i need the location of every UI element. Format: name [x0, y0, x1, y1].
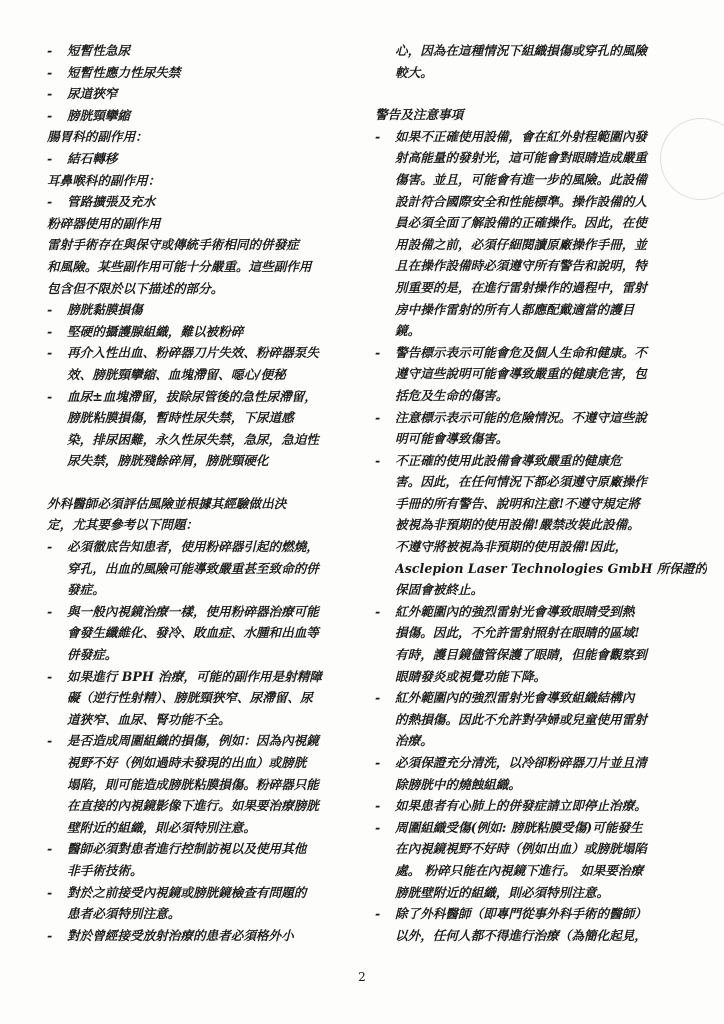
text-line: 膀胱粘膜損傷，暫時性尿失禁，下尿道感 [67, 410, 294, 426]
bullet-dash: - [47, 539, 53, 555]
text-line: 膀胱壁附近的組織，則必須特別注意。 [395, 884, 610, 900]
item-text [67, 925, 353, 947]
bullet-dash: - [47, 841, 53, 857]
bullet-dash: - [375, 690, 381, 706]
item-text [67, 386, 353, 472]
text-line: 且在操作設備時必須遵守所有警告和說明，特 [395, 258, 647, 274]
text-line: 定，尤其要參考以下問題： [47, 517, 199, 533]
item-text [67, 536, 353, 601]
text-line: 非手術技術。 [67, 862, 143, 878]
text-line: 併發症。 [67, 647, 118, 663]
bullet-dash: - [375, 128, 381, 144]
item-text [395, 903, 680, 946]
text-line: 鏡。 [395, 323, 421, 339]
text-line: 會發生纖維化、發冷、敗血症、水腫和出血等 [67, 625, 319, 641]
text-line: 發症。 [67, 582, 105, 598]
list-item [47, 148, 353, 170]
list-item [375, 601, 680, 687]
text-line: 與一般內視鏡治療一樣，使用粉碎器治療可能 [67, 603, 319, 619]
text-line: Asclepion Laser Technologies GmbH 所保證的 [395, 560, 708, 576]
text-line: 血尿±血塊滯留，拔除尿管後的急性尿滯留， [67, 388, 317, 404]
list-item [47, 170, 353, 192]
item-text [67, 62, 353, 84]
page-number: 2 [358, 970, 366, 984]
item-text [395, 817, 680, 903]
text-line: 射高能量的發射光，這可能會對眼睛造成嚴重 [395, 150, 647, 166]
text-line: 患者必須特別注意。 [67, 906, 181, 922]
list-item [47, 299, 353, 321]
item-text [67, 40, 353, 62]
text-line: 設計符合國際安全和性能標準。操作設備的人 [395, 193, 647, 209]
text-line: 效、膀胱頸攣縮、血塊滯留、噁心/便秘 [67, 366, 286, 382]
list-item [47, 925, 353, 947]
text-line: 員必須全面了解設備的正確操作。因此，在使 [395, 215, 647, 231]
list-item [375, 450, 708, 601]
text-line: 尿失禁，膀胱殘餘碎屑，膀胱頸硬化 [67, 453, 269, 469]
item-text [67, 601, 353, 666]
text-line: 的熱損傷。因此不允許對孕婦或兒童使用雷射 [395, 711, 647, 727]
text-line: 以外，任何人都不得進行治療（為簡化起見， [395, 927, 647, 943]
item-text [67, 321, 353, 343]
text-line: 短暫性應力性尿失禁 [67, 64, 181, 80]
item-text [67, 105, 353, 127]
text-line: 不遵守將被視為非預期的使用設備!因此， [395, 539, 628, 555]
bullet-dash: - [375, 755, 381, 770]
left-column [47, 40, 353, 946]
bullet-dash: - [375, 906, 381, 922]
list-item [47, 234, 353, 299]
list-item [375, 407, 680, 450]
text-line: 必須保證充分清洗，以冷卻粉碎器刀片並且清 [395, 755, 647, 770]
text-line: 不正確的使用此設備會導致嚴重的健康危 [395, 452, 622, 468]
list-item [375, 795, 680, 817]
text-line: 手冊的所有警告、說明和注意!不遵守規定將 [395, 495, 640, 511]
list-item [375, 817, 680, 903]
item-text [395, 795, 680, 817]
text-line: 注意標示表示可能的危險情況。不遵守這些說 [395, 409, 647, 425]
item-text [67, 342, 353, 385]
list-item [47, 838, 353, 881]
list-item [47, 493, 353, 536]
item-text [395, 601, 680, 687]
bullet-dash: - [375, 452, 381, 468]
text-line: 有時，護目鏡儘管保護了眼睛，但能會觀察到 [395, 647, 647, 663]
bullet-dash: - [375, 344, 381, 360]
item-text [47, 493, 353, 536]
bullet-dash: - [47, 733, 53, 749]
item-text [67, 838, 353, 881]
item-text [67, 666, 353, 731]
item-text [67, 148, 353, 170]
list-item [375, 903, 680, 946]
item-text [395, 687, 680, 752]
text-line: 房中操作雷射的所有人都應配戴適當的護目 [395, 301, 635, 317]
text-line: 周圍組織受傷(例如: 膀胱粘膜受傷)可能發生 [395, 819, 643, 835]
bullet-dash: - [47, 302, 53, 318]
list-item [375, 104, 680, 126]
text-line: 染，排尿困難，永久性尿失禁，急尿，急迫性 [67, 431, 319, 447]
list-item [375, 126, 680, 342]
text-line: 視野不好（例如過時未發現的出血）或膀胱 [67, 755, 307, 770]
text-line: 警告及注意事項 [375, 107, 464, 123]
text-line: 損傷。因此，不允許雷射照射在眼睛的區域! [395, 625, 640, 641]
item-text [395, 126, 680, 342]
list-item [47, 730, 353, 838]
text-line: 除膀胱中的燒蝕組織。 [395, 776, 521, 792]
list-item [47, 882, 353, 925]
bullet-dash: - [47, 884, 53, 900]
text-line: 和風險。某些副作用可能十分嚴重。這些副作用 [47, 258, 312, 274]
item-text [67, 191, 353, 213]
text-line: 傷害。並且，可能會有進一步的風險。此設備 [395, 171, 647, 187]
text-line: 礙（逆行性射精）、膀胱頸狹窄、尿滯留、尿 [67, 690, 313, 706]
list-item [375, 752, 680, 795]
bullet-dash: - [375, 409, 381, 425]
item-text [47, 234, 353, 299]
text-line: 包含但不限於以下描述的部分。 [47, 280, 224, 296]
text-line: 括危及生命的傷害。 [395, 387, 509, 403]
bullet-dash: - [375, 603, 381, 619]
text-line: 治療。 [395, 733, 433, 749]
text-line: 堅硬的攝護腺組織，難以被粉碎 [67, 323, 244, 339]
text-line: 處。 粉碎只能在內視鏡下進行。 如果要治療 [395, 862, 644, 878]
item-text [67, 299, 353, 321]
bullet-dash: - [47, 603, 53, 619]
text-line: 尿道狹窄 [67, 86, 118, 102]
bullet-dash: - [47, 86, 53, 102]
text-line: 在直接的內視鏡影像下進行。如果要治療膀胱 [67, 798, 319, 814]
item-text [395, 752, 680, 795]
list-item [47, 191, 353, 213]
text-line: 膀胱頸攣縮 [67, 107, 130, 123]
text-line: 穿孔，出血的風險可能導致嚴重甚至致命的併 [67, 560, 319, 576]
bullet-dash: - [47, 388, 53, 404]
list-item [375, 687, 680, 752]
list-item [375, 40, 680, 83]
item-text [67, 882, 353, 925]
text-line: 外科醫師必須評估風險並根據其經驗做出決 [47, 495, 287, 511]
text-line: 心，因為在這種情況下組織損傷或穿孔的風險 [395, 43, 647, 58]
text-line: 紅外範圍內的強烈雷射光會導致組織結構內 [395, 690, 635, 706]
item-text [67, 730, 353, 838]
item-text [395, 407, 680, 450]
text-line: 壁附近的組織，則必須特別注意。 [67, 819, 256, 835]
bullet-dash: - [47, 194, 53, 210]
bullet-dash: - [47, 107, 53, 123]
list-item [47, 386, 353, 472]
item-text [395, 450, 707, 601]
text-line: 如果不正確使用設備，會在紅外射程範圍內發 [395, 128, 647, 144]
item-text [67, 83, 353, 105]
bullet-dash: - [47, 668, 53, 684]
text-line: 警告標示表示可能會危及個人生命和健康。不 [395, 344, 647, 360]
text-line: 再介入性出血、粉碎器刀片失效、粉碎器泵失 [67, 345, 319, 361]
list-item [47, 213, 353, 235]
list-item [47, 666, 353, 731]
text-line: 短暫性急尿 [67, 43, 130, 58]
text-line: 如果進行 BPH 治療，可能的副作用是射精障 [67, 668, 322, 684]
list-item [47, 83, 353, 105]
list-item [375, 342, 680, 407]
text-line: 如果患者有心肺上的併發症請立即停止治療。 [395, 798, 647, 814]
item-text [47, 213, 353, 235]
bullet-dash: - [47, 150, 53, 166]
bullet-dash: - [47, 323, 53, 339]
text-line: 粉碎器使用的副作用 [47, 215, 161, 231]
text-line: 眼睛發炎或視覺功能下降。 [395, 668, 547, 684]
item-text [395, 40, 680, 83]
text-line: 保固會被終止。 [395, 582, 484, 598]
text-line: 醫師必須對患者進行控制訪視以及使用其他 [67, 841, 307, 857]
text-line: 除了外科醫師（即專門從事外科手術的醫師） [395, 906, 647, 922]
text-line: 明可能會導致傷害。 [395, 431, 509, 447]
paragraph-gap [375, 83, 680, 104]
item-text [47, 170, 353, 192]
bullet-dash: - [47, 64, 53, 80]
list-item [47, 62, 353, 84]
text-line: 是否造成周圍組織的損傷，例如：因為內視鏡 [67, 733, 319, 749]
item-text [395, 342, 680, 407]
bullet-dash: - [47, 927, 53, 943]
text-line: 紅外範圍內的強烈雷射光會導致眼睛受到熱 [395, 603, 635, 619]
text-line: 用設備之前，必須仔細閱讀原廠操作手冊，並 [395, 236, 647, 252]
list-item [47, 40, 353, 62]
bullet-dash: - [375, 798, 381, 814]
text-line: 必須徹底告知患者，使用粉碎器引起的燃燒， [67, 539, 319, 555]
text-line: 被視為非預期的使用設備!嚴禁改裝此設備。 [395, 517, 640, 533]
list-item [47, 601, 353, 666]
right-column [375, 40, 708, 946]
text-line: 對於曾經接受放射治療的患者必須格外小 [67, 927, 294, 943]
item-text [47, 126, 353, 148]
list-item [47, 126, 353, 148]
list-item [47, 321, 353, 343]
text-line: 管路擴張及充水 [67, 194, 156, 210]
list-item [47, 536, 353, 601]
text-line: 雷射手術存在與保守或傳統手術相同的併發症 [47, 237, 299, 253]
list-item [47, 342, 353, 385]
item-text [375, 104, 680, 126]
bullet-dash: - [47, 345, 53, 361]
bullet-dash: - [375, 819, 381, 835]
text-line: 遵守這些說明可能會導致嚴重的健康危害，包 [395, 366, 647, 382]
list-item [47, 105, 353, 127]
text-line: 塌陷，則可能造成膀胱粘膜損傷。粉碎器只能 [67, 776, 319, 792]
text-line: 耳鼻喉科的副作用： [47, 172, 161, 188]
text-line: 腸胃科的副作用： [47, 129, 148, 145]
paragraph-gap [47, 472, 353, 493]
text-line: 別重要的是，在進行雷射操作的過程中，雷射 [395, 279, 647, 295]
text-line: 在內視鏡視野不好時（例如出血）或膀胱塌陷 [395, 841, 647, 857]
text-line: 對於之前接受內視鏡或膀胱鏡檢查有問題的 [67, 884, 307, 900]
text-line: 較大。 [395, 64, 433, 80]
text-line: 害。因此，在任何情況下都必須遵守原廠操作 [395, 474, 647, 490]
bullet-dash: - [47, 43, 53, 58]
text-line: 道狹窄、血尿、腎功能不全。 [67, 711, 231, 727]
text-line: 結石轉移 [67, 150, 118, 166]
text-line: 膀胱黏膜損傷 [67, 302, 143, 318]
indent-spacer [375, 40, 395, 83]
